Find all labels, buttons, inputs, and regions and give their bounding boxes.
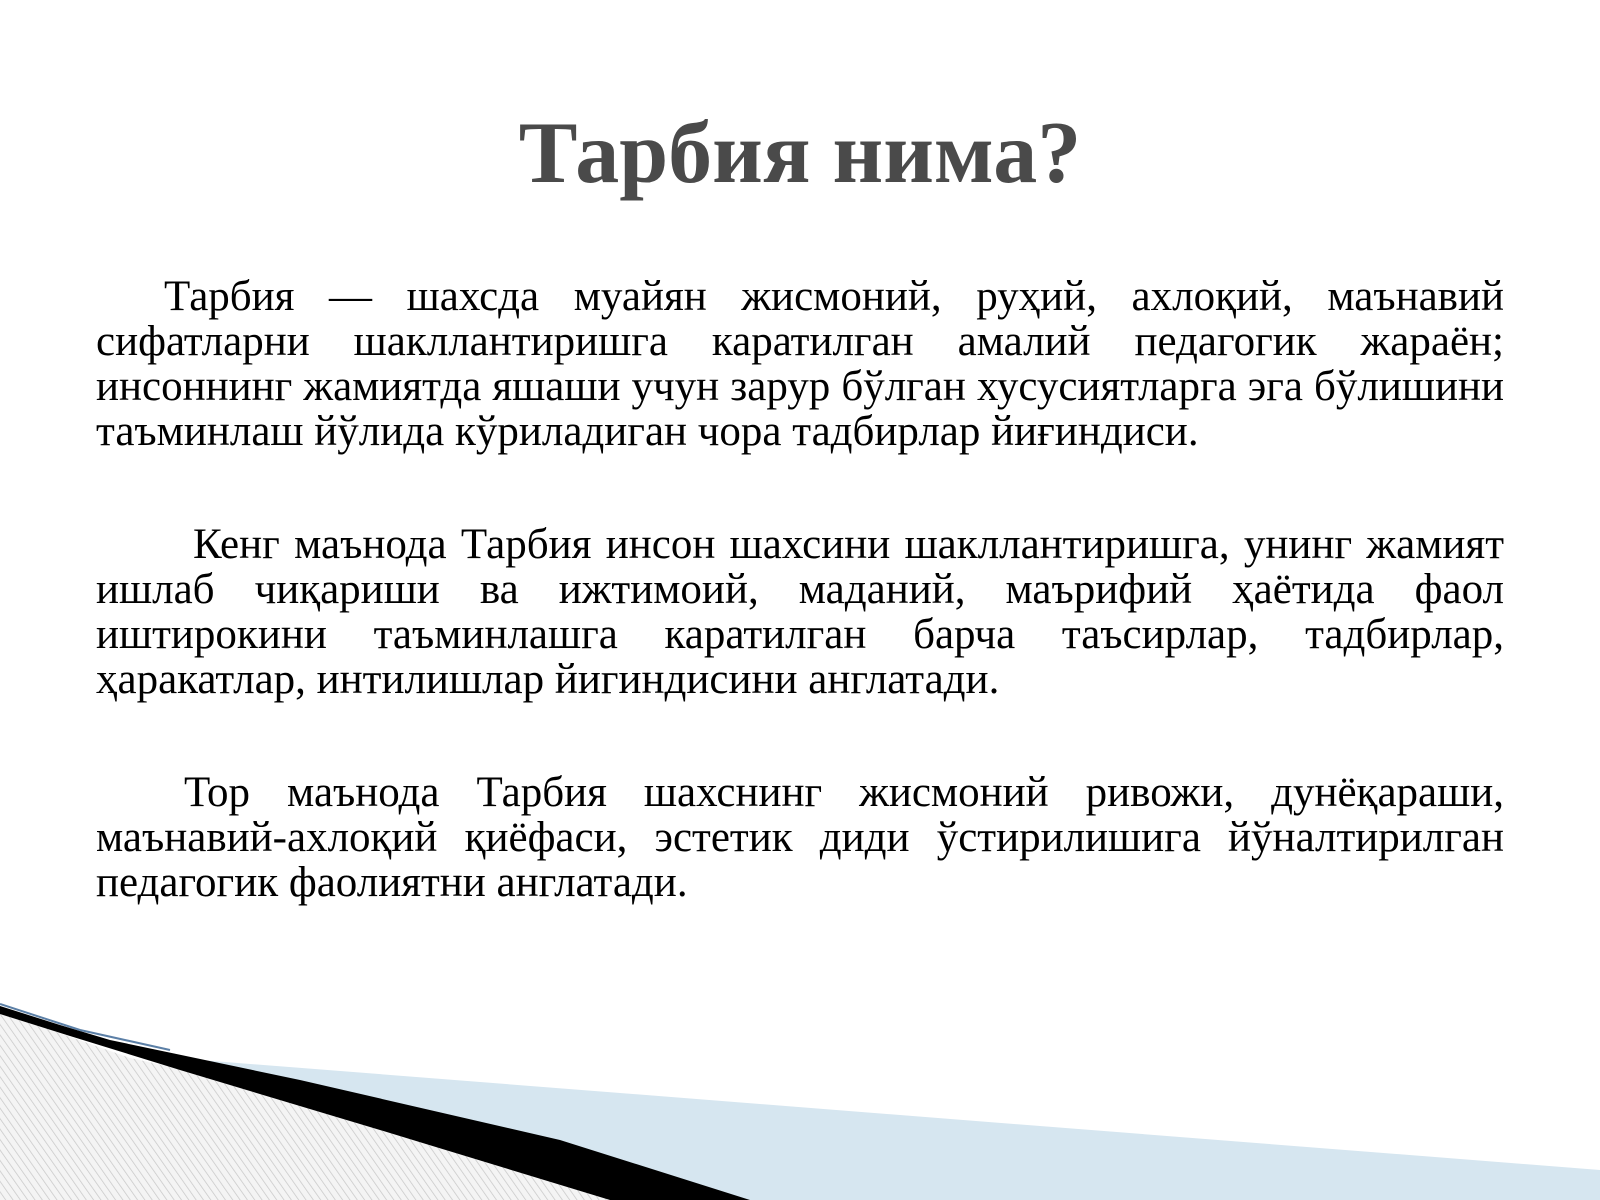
dark-swoosh <box>0 1006 750 1200</box>
paragraph-broad-meaning: Кенг маънода Тарбия инсон шахсини шакллантиришга, унинг жамият ишлаб чиқариши ва ижтимоий, маданий, маърифий ҳаётида фаол иштирокини таъминлашга каратилган барча таъсирлар, тадбирлар, ҳаракатлар, интилишлар йигиндисини англатади. <box>96 521 1504 703</box>
paragraph-narrow-meaning: Тор маънода Тарбия шахснинг жисмоний ривожи, дунёқараши, маънавий-ахлоқий қиёфаси, эстетик диди ўстирилишига йўналтирилган педагогик фаолиятни англатади. <box>96 769 1504 906</box>
slide-title: Тарбия нима? <box>518 105 1082 202</box>
slide-body <box>96 274 1504 905</box>
paragraph-definition: Тарбия — шахсда муайян жисмоний, руҳий, ахлоқий, маънавий сифатларни шакллантиришга каратилган амалий педагогик жараён; инсоннинг жамиятда яшаши учун зарур бўлган хусусиятларга эга бўлишини таъминлаш йўлида кўриладиган чора тадбирлар йиғиндиси. <box>96 273 1504 455</box>
hatched-wedge <box>0 1012 760 1200</box>
light-blue-wedge <box>200 1060 1600 1200</box>
edge-line <box>0 1004 170 1050</box>
